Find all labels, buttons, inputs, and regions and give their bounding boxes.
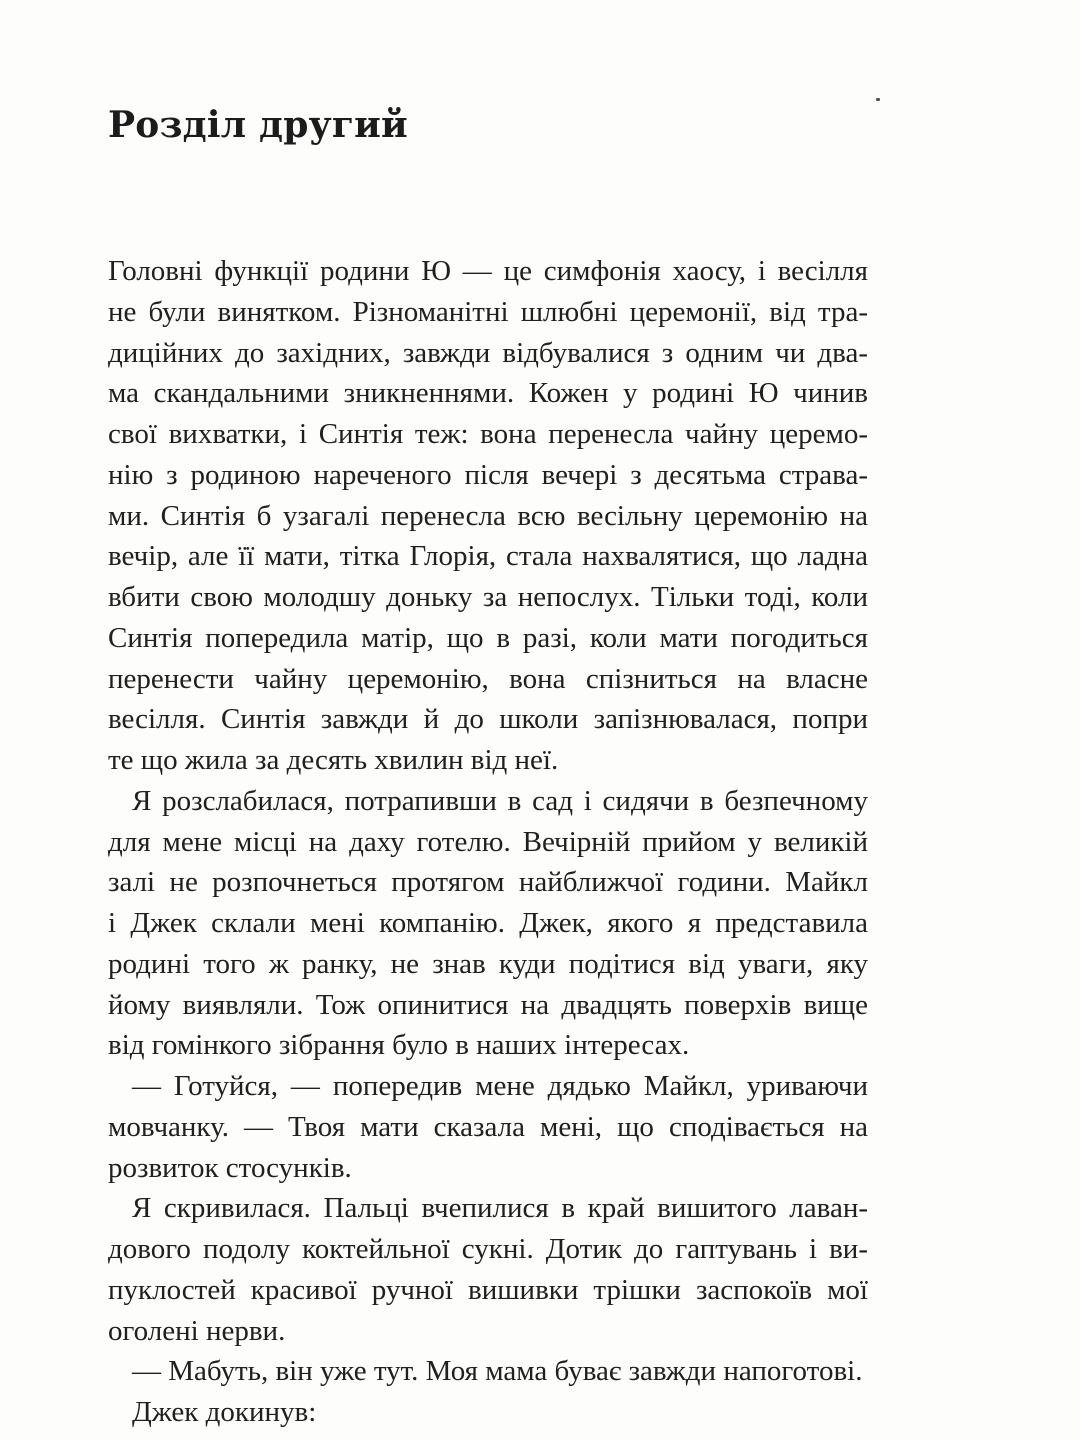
text-line: йому виявляли. Тож опинитися на двадцять поверхів вище (108, 988, 868, 1021)
text-line: пуклостей красивої ручної вишивки трішки заспокоїв мої (108, 1273, 868, 1306)
text-line: — Готуйся, — попередив мене дядько Майкл, уриваючи (132, 1070, 868, 1102)
text-line: вечір, але її мати, тітка Глорія, стала нахвалятися, що ладна (108, 540, 868, 573)
text-line: Синтія попередила матір, що в разі, коли мати погодиться (108, 621, 868, 654)
text-line: від гомінкого зібрання було в наших інтересах. (108, 1029, 690, 1062)
text-line: перенести чайну церемонію, вона спізниться на власне (108, 662, 868, 695)
scan-speck (876, 98, 880, 101)
text-line: нію з родиною нареченого після вечері з десятьма страва- (108, 458, 868, 491)
text-line: ма скандальними зникненнями. Кожен у родині Ю чинив (108, 377, 868, 410)
text-line: і Джек склали мені компанію. Джек, якого я представила (108, 907, 868, 939)
body-text (108, 251, 868, 1433)
text-line: родині того ж ранку, не знав куди подітися від уваги, яку (108, 947, 868, 980)
text-line: Джек докинув: (132, 1396, 317, 1428)
text-line: не були винятком. Різноманітні шлюбні церемонії, від тра- (108, 295, 868, 328)
text-line: те що жила за десять хвилин від неї. (108, 744, 559, 776)
text-line: Я розслабилася, потрапивши в сад і сидячи в безпечному (132, 784, 868, 817)
text-line: розвиток стосунків. (108, 1151, 352, 1184)
text-line: свої вихватки, і Синтія теж: вона перенесла чайну церемо- (108, 418, 868, 450)
text-line: вбити свою молодшу доньку за непослух. Тільки тоді, коли (108, 581, 868, 613)
text-line: залі не розпочнеться протягом найближчої години. Майкл (108, 866, 868, 899)
chapter-title: Розділ другий (108, 104, 408, 146)
text-line: Я скривилася. Пальці вчепилися в край вишитого лаван- (132, 1192, 868, 1225)
text-line: Головні функції родини Ю — це симфонія хаосу, і весілля (108, 255, 868, 287)
text-line: — Мабуть, він уже тут. Моя мама буває завжди напоготові. (132, 1355, 863, 1388)
text-line: диційних до західних, завжди відбувалися з одним чи два- (108, 336, 868, 369)
text-line: ми. Синтія б узагалі перенесла всю весільну церемонію на (108, 499, 868, 532)
text-line: весілля. Синтія завжди й до школи запізнювалася, попри (108, 703, 868, 736)
text-line: оголені нерви. (108, 1314, 286, 1347)
text-line: мовчанку. — Твоя мати сказала мені, що сподівається на (108, 1110, 868, 1143)
text-line: дового подолу коктейльної сукні. Дотик до гаптувань і ви- (108, 1233, 868, 1265)
text-line: для мене місці на даху готелю. Вечірній прийом у великій (108, 825, 868, 858)
